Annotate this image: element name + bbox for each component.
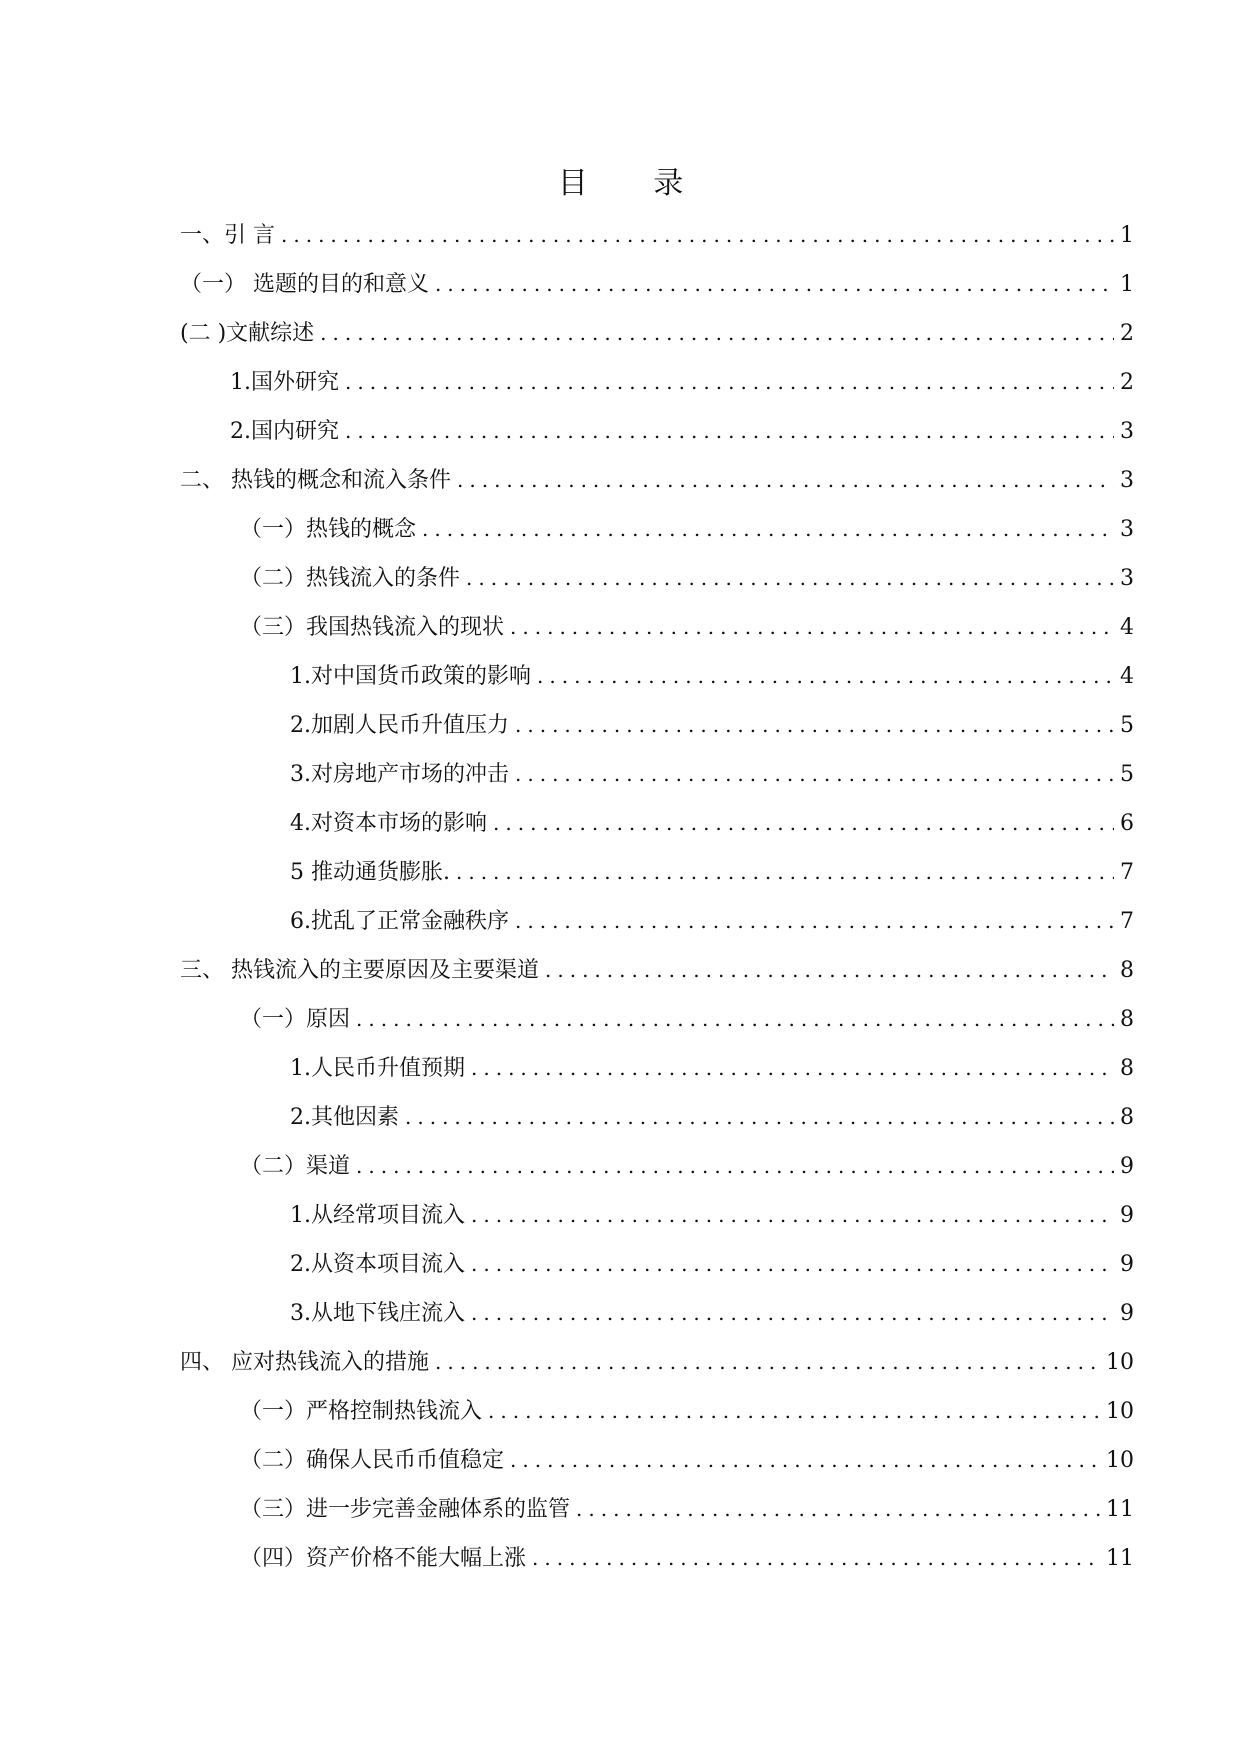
toc-entry-title: （一） 选题的目的和意义 bbox=[180, 272, 429, 297]
toc-entry[interactable] bbox=[180, 1345, 1134, 1394]
toc-entry[interactable] bbox=[180, 1051, 1134, 1100]
toc-entry-page-number: 8 bbox=[1120, 1056, 1134, 1081]
toc-entry-page-number: 9 bbox=[1120, 1203, 1134, 1228]
dot-leader bbox=[345, 419, 1114, 443]
toc-entry-title: 四、 应对热钱流入的措施 bbox=[180, 1350, 429, 1375]
toc-entry-title: 2.其他因素 bbox=[290, 1105, 399, 1130]
dot-leader bbox=[515, 762, 1114, 786]
toc-entry-page-number: 9 bbox=[1120, 1154, 1134, 1179]
toc-entry-title: 1.国外研究 bbox=[230, 370, 339, 395]
dot-leader bbox=[515, 713, 1114, 737]
toc-entry[interactable] bbox=[180, 1002, 1134, 1051]
toc-entry-page-number: 6 bbox=[1120, 811, 1134, 836]
toc-entry-title: 1.从经常项目流入 bbox=[290, 1203, 465, 1228]
toc-entry-title: 三、 热钱流入的主要原因及主要渠道 bbox=[180, 958, 539, 983]
toc-entry-title: （一）原因 bbox=[240, 1007, 351, 1032]
toc-entry-page-number: 1 bbox=[1120, 272, 1134, 297]
toc-entry-page-number: 3 bbox=[1120, 419, 1134, 444]
toc-entry-page-number: 9 bbox=[1120, 1252, 1134, 1277]
toc-entry-title: 3.对房地产市场的冲击 bbox=[290, 762, 509, 787]
toc-entry-page-number: 1 bbox=[1120, 223, 1134, 248]
dot-leader bbox=[466, 566, 1114, 590]
dot-leader bbox=[510, 615, 1114, 639]
dot-leader bbox=[422, 517, 1114, 541]
toc-entry[interactable] bbox=[180, 1198, 1134, 1247]
toc-entry-title: 6.扰乱了正常金融秩序 bbox=[290, 909, 509, 934]
toc-entry-page-number: 3 bbox=[1120, 468, 1134, 493]
dot-leader bbox=[493, 811, 1114, 835]
toc-entry-title: （一）热钱的概念 bbox=[240, 517, 417, 542]
toc-entry[interactable] bbox=[180, 1492, 1134, 1541]
toc-entry-page-number: 4 bbox=[1120, 664, 1134, 689]
toc-entry[interactable] bbox=[180, 708, 1134, 757]
toc-entry-page-number: 10 bbox=[1106, 1448, 1134, 1473]
dot-leader bbox=[532, 1546, 1100, 1570]
toc-entry[interactable] bbox=[180, 1541, 1134, 1590]
page-title: 目 录 bbox=[557, 166, 712, 201]
toc-entry[interactable] bbox=[180, 1247, 1134, 1296]
dot-leader bbox=[345, 370, 1114, 394]
toc-entry-title: （二）确保人民币币值稳定 bbox=[240, 1448, 505, 1473]
toc-entry[interactable] bbox=[180, 316, 1134, 365]
dot-leader bbox=[320, 321, 1114, 345]
toc-entry-page-number: 5 bbox=[1120, 762, 1134, 787]
toc-entry-title: 1.人民币升值预期 bbox=[290, 1056, 465, 1081]
toc-entry-page-number: 11 bbox=[1106, 1497, 1134, 1522]
toc-entry-page-number: 8 bbox=[1120, 1007, 1134, 1032]
dot-leader bbox=[456, 860, 1114, 884]
toc-entry-title: （二）热钱流入的条件 bbox=[240, 566, 461, 591]
dot-leader bbox=[576, 1497, 1100, 1521]
toc-entry[interactable] bbox=[180, 610, 1134, 659]
toc-entry-title: 1.对中国货币政策的影响 bbox=[290, 664, 531, 689]
toc-entry-page-number: 8 bbox=[1120, 958, 1134, 983]
table-of-contents bbox=[180, 218, 1134, 1590]
toc-entry[interactable] bbox=[180, 1443, 1134, 1492]
toc-entry[interactable] bbox=[180, 757, 1134, 806]
dot-leader bbox=[471, 1301, 1114, 1325]
dot-leader bbox=[471, 1056, 1114, 1080]
dot-leader bbox=[435, 272, 1114, 296]
toc-entry-title: （一）严格控制热钱流入 bbox=[240, 1399, 483, 1424]
dot-leader bbox=[515, 909, 1114, 933]
dot-leader bbox=[537, 664, 1114, 688]
toc-entry-page-number: 11 bbox=[1106, 1546, 1134, 1571]
toc-entry-title: 2.从资本项目流入 bbox=[290, 1252, 465, 1277]
toc-entry-page-number: 8 bbox=[1120, 1105, 1134, 1130]
toc-entry[interactable] bbox=[180, 463, 1134, 512]
toc-entry-page-number: 10 bbox=[1106, 1350, 1134, 1375]
toc-entry[interactable] bbox=[180, 267, 1134, 316]
toc-entry[interactable] bbox=[180, 1394, 1134, 1443]
toc-entry-page-number: 7 bbox=[1120, 909, 1134, 934]
toc-entry[interactable] bbox=[180, 659, 1134, 708]
dot-leader bbox=[405, 1105, 1114, 1129]
dot-leader bbox=[488, 1399, 1100, 1423]
toc-entry-title: 4.对资本市场的影响 bbox=[290, 811, 487, 836]
toc-entry[interactable] bbox=[180, 561, 1134, 610]
toc-entry-title: 2.加剧人民币升值压力 bbox=[290, 713, 509, 738]
toc-entry-page-number: 7 bbox=[1120, 860, 1134, 885]
toc-entry-page-number: 2 bbox=[1120, 370, 1134, 395]
toc-entry[interactable] bbox=[180, 953, 1134, 1002]
toc-entry-page-number: 3 bbox=[1120, 517, 1134, 542]
toc-entry-title: 一、引 言 bbox=[180, 223, 275, 248]
toc-entry[interactable] bbox=[180, 904, 1134, 953]
dot-leader bbox=[435, 1350, 1100, 1374]
toc-entry-title: （二）渠道 bbox=[240, 1154, 351, 1179]
toc-entry[interactable] bbox=[180, 855, 1134, 904]
dot-leader bbox=[471, 1203, 1114, 1227]
toc-entry[interactable] bbox=[180, 365, 1134, 414]
toc-entry-title: （三）我国热钱流入的现状 bbox=[240, 615, 505, 640]
toc-entry-title: （四）资产价格不能大幅上涨 bbox=[240, 1546, 527, 1571]
toc-entry-page-number: 2 bbox=[1120, 321, 1134, 346]
dot-leader bbox=[457, 468, 1114, 492]
toc-entry-page-number: 10 bbox=[1106, 1399, 1134, 1424]
toc-entry[interactable] bbox=[180, 218, 1134, 267]
toc-entry-title: 3.从地下钱庄流入 bbox=[290, 1301, 465, 1326]
toc-entry[interactable] bbox=[180, 512, 1134, 561]
toc-entry-page-number: 3 bbox=[1120, 566, 1134, 591]
toc-entry-page-number: 9 bbox=[1120, 1301, 1134, 1326]
toc-entry[interactable] bbox=[180, 1149, 1134, 1198]
toc-entry-title: 2.国内研究 bbox=[230, 419, 339, 444]
toc-entry-title: 5 推动通货膨胀. bbox=[290, 860, 450, 885]
dot-leader bbox=[471, 1252, 1114, 1276]
toc-entry[interactable] bbox=[180, 414, 1134, 463]
toc-entry-title: （三）进一步完善金融体系的监管 bbox=[240, 1497, 571, 1522]
toc-entry-title: (二 )文献综述 bbox=[180, 321, 315, 346]
toc-entry-page-number: 4 bbox=[1120, 615, 1134, 640]
toc-entry-page-number: 5 bbox=[1120, 713, 1134, 738]
dot-leader bbox=[510, 1448, 1100, 1472]
toc-entry[interactable] bbox=[180, 1296, 1134, 1345]
dot-leader bbox=[356, 1154, 1114, 1178]
dot-leader bbox=[281, 223, 1114, 247]
toc-entry[interactable] bbox=[180, 1100, 1134, 1149]
dot-leader bbox=[356, 1007, 1114, 1031]
toc-entry-title: 二、 热钱的概念和流入条件 bbox=[180, 468, 451, 493]
dot-leader bbox=[545, 958, 1114, 982]
toc-entry[interactable] bbox=[180, 806, 1134, 855]
